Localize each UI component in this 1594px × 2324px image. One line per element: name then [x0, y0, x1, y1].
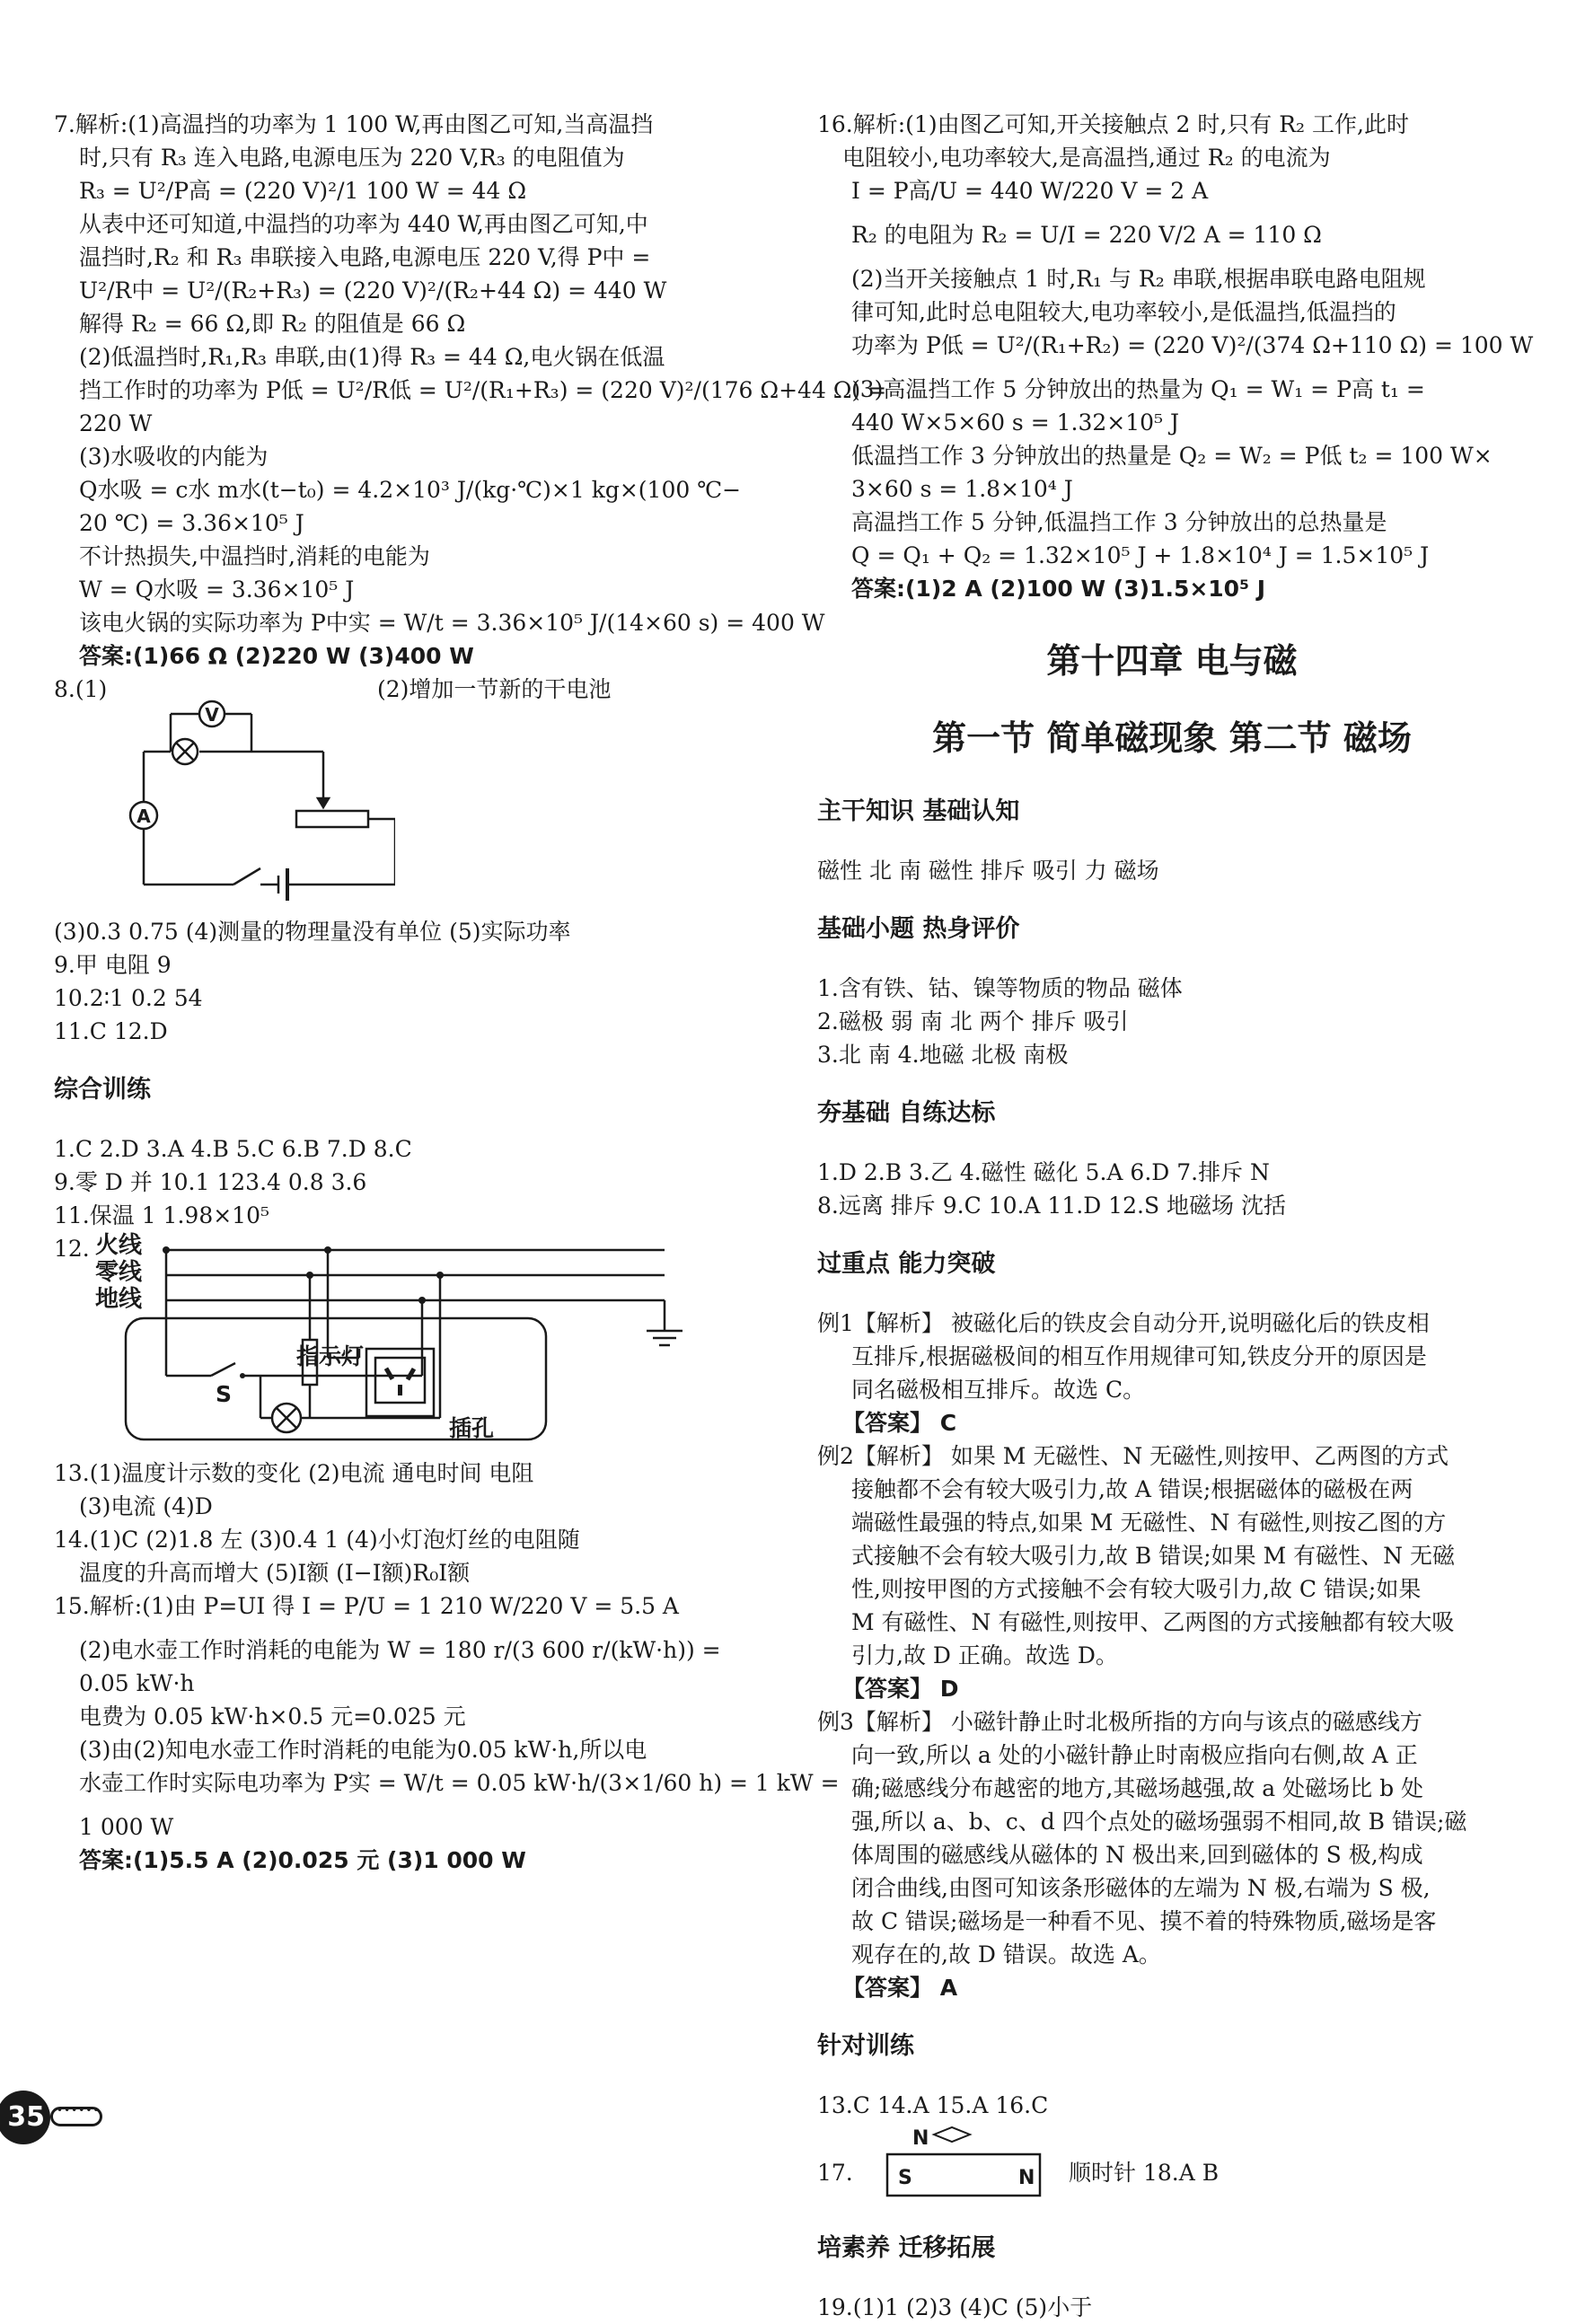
heading-hang: 夯基础 自练达标	[817, 1099, 996, 1127]
zonghe-line: 1.C 2.D 3.A 4.B 5.C 6.B 7.D 8.C	[54, 1136, 412, 1162]
q16-line: 高温挡工作 5 分钟,低温挡工作 3 分钟放出的总热量是	[851, 509, 1387, 535]
hang-line: 1.D 2.B 3.乙 4.磁性 磁化 5.A 6.D 7.排斥 N	[817, 1159, 1270, 1185]
q17-18-answers: 顺时针 18.A B	[1069, 2160, 1220, 2186]
heading-pei: 培素养 迁移拓展	[817, 2234, 996, 2262]
zhendui-answers: 13.C 14.A 15.A 16.C	[817, 2092, 1049, 2118]
q16-line: 律可知,此时总电阻较大,电功率较小,是低温挡,低温挡的	[851, 299, 1396, 325]
indicator-lamp-icon	[272, 1404, 301, 1432]
left-column	[54, 108, 887, 1877]
q7-formula: U²/R中 = U²/(R₂+R₃) = (220 V)²/(R₂+44 Ω) = 440 W	[79, 277, 667, 304]
q13-line: 13.(1)温度计示数的变化 (2)电流 通电时间 电阻	[54, 1460, 534, 1486]
chapter-title: 第十四章 电与磁	[1046, 641, 1298, 681]
q15-line: 15.解析:(1)由 P=UI 得 I = P/U = 1 210 W/220 V = 5.5 A	[54, 1593, 679, 1619]
example2-line: M 有磁性、N 有磁性,则按甲、乙两图的方式接触都有较大吸	[851, 1609, 1455, 1635]
q7-answer: 答案:(1)66 Ω (2)220 W (3)400 W	[79, 643, 474, 669]
q15-line: (2)电水壶工作时消耗的电能为 W = 180 r/(3 600 r/(kW·h)) =	[79, 1637, 721, 1663]
q16-answer: 答案:(1)2 A (2)100 W (3)1.5×10⁵ J	[851, 576, 1266, 602]
example2-line: 例2【解析】 如果 M 无磁性、N 无磁性,则按甲、乙两图的方式	[817, 1443, 1449, 1469]
q7-formula: 挡工作时的功率为 P低 = U²/R低 = U²/(R₁+R₃) = (220 V)²/(176 Ω+44 Ω) =	[79, 377, 887, 403]
zhugan-answers: 磁性 北 南 磁性 排斥 吸引 力 磁场	[817, 858, 1159, 884]
example1-line: 例1【解析】 被磁化后的铁皮会自动分开,说明磁化后的铁皮相	[817, 1310, 1430, 1336]
example1-line: 互排斥,根据磁极间的相互作用规律可知,铁皮分开的原因是	[851, 1343, 1427, 1369]
switch-label: S	[216, 1381, 233, 1407]
q7-line: 不计热损失,中温挡时,消耗的电能为	[79, 543, 430, 569]
q9-answer: 9.甲 电阻 9	[54, 952, 172, 978]
example3-line: 强,所以 a、b、c、d 四个点处的磁场强弱不相同,故 B 错误;磁	[851, 1809, 1467, 1835]
q7-line: 7.解析:(1)高温挡的功率为 1 100 W,再由图乙可知,当高温挡	[54, 111, 654, 137]
example2-line: 接触都不会有较大吸引力,故 A 错误;根据磁体的磁极在两	[851, 1476, 1413, 1502]
q7-line: W = Q水吸 = 3.36×10⁵ J	[79, 577, 355, 603]
q14-line: 温度的升高而增大 (5)I额 (I−I额)R₀I额	[79, 1560, 471, 1586]
q7-line: (2)低温挡时,R₁,R₃ 串联,由(1)得 R₃ = 44 Ω,电火锅在低温	[79, 344, 665, 370]
q16-formula: I = P高/U = 440 W/220 V = 2 A	[851, 178, 1209, 204]
example3-line: 例3【解析】 小磁针静止时北极所指的方向与该点的磁感线方	[817, 1709, 1422, 1735]
q7-line: (3)水吸收的内能为	[79, 444, 269, 470]
pei-answers: 19.(1)1 (2)3 (4)C (5)小于	[817, 2294, 1093, 2320]
q8-label: 8.(1)	[54, 676, 108, 702]
q15-line: 1 000 W	[79, 1814, 174, 1840]
q16-line: 3×60 s = 1.8×10⁴ J	[851, 476, 1073, 502]
example2-line: 端磁性最强的特点,如果 M 无磁性、N 有磁性,则按乙图的方	[851, 1510, 1447, 1536]
wire-label-live: 火线	[95, 1232, 143, 1259]
example2-line: 引力,故 D 正确。故选 D。	[851, 1642, 1118, 1668]
example3-line: 闭合曲线,由图可知该条形磁体的左端为 N 极,右端为 S 极,	[851, 1875, 1431, 1901]
q16-block	[817, 108, 1534, 605]
q16-line: 低温挡工作 3 分钟放出的热量是 Q₂ = W₂ = P低 t₂ = 100 W×	[851, 443, 1493, 469]
q16-formula: 功率为 P低 = U²/(R₁+R₂) = (220 V)²/(374 Ω+110 Ω) = 100 W	[851, 332, 1534, 358]
q10-answer: 10.2∶1 0.2 54	[54, 985, 203, 1011]
q17-magnet-figure	[862, 2122, 1042, 2206]
example2-line: 式接触不会有较大吸引力,故 B 错误;如果 M 有磁性、N 无磁	[851, 1543, 1455, 1569]
voltmeter-icon	[199, 701, 225, 726]
q15-line: (3)由(2)知电水壶工作时消耗的电能为0.05 kW·h,所以电	[79, 1737, 647, 1763]
page-number: 35	[0, 2091, 50, 2144]
q7-line: 从表中还可知道,中温挡的功率为 440 W,再由图乙可知,中	[79, 211, 648, 237]
page-number-decoration	[50, 2107, 102, 2126]
example3-line: 故 C 错误;磁场是一种看不见、摸不着的特殊物质,磁场是客	[851, 1908, 1437, 1934]
zonghe-line: 9.零 D 并 10.1 123.4 0.8 3.6	[54, 1169, 367, 1195]
wire-label-ground: 地线	[95, 1286, 143, 1313]
jichu-line: 1.含有铁、钴、镍等物质的物品 磁体	[817, 975, 1183, 1001]
example3-line: 体周围的磁感线从磁体的 N 极出来,回到磁体的 S 极,构成	[851, 1842, 1423, 1868]
example2-line: 性,则按甲图的方式接触不会有较大吸引力,故 C 错误;如果	[851, 1576, 1422, 1602]
heading-guo: 过重点 能力突破	[817, 1250, 996, 1278]
zonghe-line: 11.保温 1 1.98×10⁵	[54, 1202, 270, 1228]
q15-line: 0.05 kW·h	[79, 1670, 195, 1696]
q8-block	[54, 673, 763, 915]
right-column	[817, 108, 1534, 2324]
heading-jichu: 基础小题 热身评价	[817, 915, 1020, 943]
q16-line: Q = Q₁ + Q₂ = 1.32×10⁵ J + 1.8×10⁴ J = 1.5×10⁵ J	[851, 542, 1430, 568]
q17-label: 17.	[817, 2160, 853, 2186]
q15-answer: 答案:(1)5.5 A (2)0.025 元 (3)1 000 W	[79, 1847, 526, 1873]
q12-household-circuit	[90, 1232, 700, 1457]
q13-line: (3)电流 (4)D	[79, 1493, 213, 1519]
example1-line: 同名磁极相互排斥。故选 C。	[851, 1377, 1146, 1403]
q7-formula: 该电火锅的实际功率为 P中实 = W/t = 3.36×10⁵ J/(14×60 s) = 400 W	[79, 610, 825, 636]
example3-line: 向一致,所以 a 处的小磁针静止时南极应指向右侧,故 A 正	[851, 1742, 1418, 1768]
q16-line: 16.解析:(1)由图乙可知,开关接触点 2 时,只有 R₂ 工作,此时	[817, 111, 1409, 137]
example3-line: 确;磁感线分布越密的地方,其磁场越强,故 a 处磁场比 b 处	[851, 1775, 1424, 1801]
zonghe-heading: 综合训练	[54, 1076, 151, 1104]
q16-line: 电阻较小,电功率较大,是高温挡,通过 R₂ 的电流为	[842, 145, 1331, 171]
q17-block	[817, 2122, 1527, 2206]
q7-line: 解得 R₂ = 66 Ω,即 R₂ 的阻值是 66 Ω	[79, 311, 466, 337]
jichu-line: 3.北 南 4.地磁 北极 南极	[817, 1042, 1069, 1068]
q12-block	[54, 1232, 763, 1457]
compass-needle-icon	[934, 2127, 970, 2142]
q16-line: (2)当开关接触点 1 时,R₁ 与 R₂ 串联,根据串联电路电阻规	[851, 266, 1426, 292]
q16-formula: R₂ 的电阻为 R₂ = U/I = 220 V/2 A = 110 Ω	[851, 222, 1322, 248]
svg-text:V: V	[205, 704, 219, 726]
example3-answer: 【答案】 A	[842, 1975, 958, 2001]
q16-line: 440 W×5×60 s = 1.32×10⁵ J	[851, 409, 1180, 436]
q7-line: 温挡时,R₂ 和 R₃ 串联接入电路,电源电压 220 V,得 P中 =	[79, 244, 651, 270]
compass-n-label: N	[912, 2127, 929, 2150]
heading-zhugan: 主干知识 基础认知	[817, 797, 1020, 825]
q15-formula: 水壶工作时实际电功率为 P实 = W/t = 0.05 kW·h/(3×1/60 h) = 1 kW =	[79, 1770, 840, 1796]
q7-formula: R₃ = U²/P高 = (220 V)²/1 100 W = 44 Ω	[79, 178, 527, 204]
q11-answer: 11.C 12.D	[54, 1018, 168, 1044]
wire-label-neutral: 零线	[95, 1259, 143, 1286]
indicator-label: 指示灯	[296, 1343, 365, 1369]
magnet-n-label: N	[1018, 2167, 1035, 2189]
q8-part2: (2)增加一节新的干电池	[377, 676, 612, 702]
jichu-line: 2.磁极 弱 南 北 两个 排斥 吸引	[817, 1008, 1129, 1034]
q12-label: 12.	[54, 1236, 90, 1262]
heading-zhendui: 针对训练	[817, 2032, 914, 2060]
q7-line: 220 W	[79, 410, 153, 436]
q8-circuit-diagram	[99, 676, 395, 910]
q7-line: 20 ℃) = 3.36×10⁵ J	[79, 510, 304, 536]
lamp-icon	[172, 739, 198, 764]
svg-text:A: A	[137, 805, 151, 827]
q7-block	[54, 108, 887, 673]
example2-answer: 【答案】 D	[842, 1676, 959, 1702]
q14-line: 14.(1)C (2)1.8 左 (3)0.4 1 (4)小灯泡灯丝的电阻随	[54, 1527, 580, 1553]
ammeter-icon	[130, 802, 157, 829]
q7-formula: Q水吸 = c水 m水(t−t₀) = 4.2×10³ J/(kg·℃)×1 kg×(100 ℃−	[79, 477, 742, 503]
magnet-s-label: S	[898, 2167, 912, 2189]
q15-line: 电费为 0.05 kW·h×0.5 元=0.025 元	[79, 1703, 466, 1730]
section-title: 第一节 简单磁现象 第二节 磁场	[932, 718, 1412, 758]
hang-line: 8.远离 排斥 9.C 10.A 11.D 12.S 地磁场 沈括	[817, 1193, 1286, 1219]
q8-rest: (3)0.3 0.75 (4)测量的物理量没有单位 (5)实际功率	[54, 919, 571, 945]
socket-label: 插孔	[449, 1415, 495, 1441]
q7-line: 时,只有 R₃ 连入电路,电源电压为 220 V,R₃ 的电阻值为	[79, 145, 625, 171]
q16-line: (3)高温挡工作 5 分钟放出的热量为 Q₁ = W₁ = P高 t₁ =	[851, 376, 1425, 402]
example3-line: 观存在的,故 D 错误。故选 A。	[851, 1941, 1161, 1967]
example1-answer: 【答案】 C	[842, 1410, 957, 1436]
